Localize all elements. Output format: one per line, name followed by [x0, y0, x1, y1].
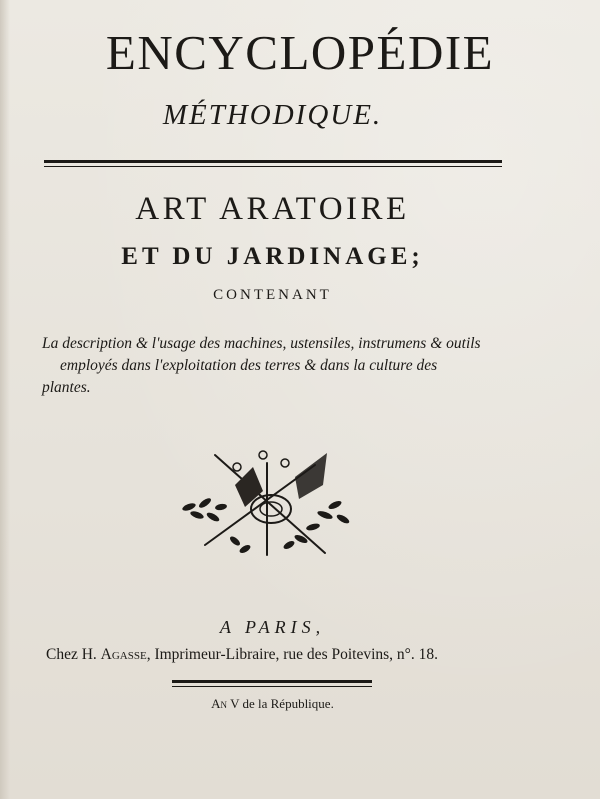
imprint-printer — [46, 646, 506, 664]
section-title-2: ET DU JARDINAGE; — [121, 243, 424, 270]
printer-name: Agasse — [100, 646, 147, 663]
year-prefix: An — [211, 696, 228, 711]
printer-suffix: , Imprimeur-Libraire, rue des Poitevins, n°. 18. — [146, 646, 438, 663]
trophy-ornament-icon — [175, 445, 355, 563]
bottom-rule-thick — [172, 680, 372, 683]
description-block — [42, 333, 512, 399]
description-line-3: plantes. — [42, 379, 91, 396]
printer-prefix: Chez H. — [46, 646, 101, 663]
top-rule-thick — [44, 160, 502, 163]
imprint-place: A PARIS, — [219, 617, 326, 637]
contenant-label: CONTENANT — [213, 287, 332, 303]
section-title: ART ARATOIRE — [135, 191, 410, 227]
bottom-rule-thin — [172, 686, 372, 687]
top-rule-thin — [44, 166, 502, 167]
main-title: ENCYCLOPÉDIE — [105, 25, 495, 80]
description-line-2: employés dans l'exploitation des terres & dans la culture des — [60, 357, 438, 374]
description-line-1: La description & l'usage des machines, ustensiles, instrumens & outils — [42, 335, 481, 352]
year-rest: V de la République. — [227, 696, 334, 711]
imprint-year — [0, 696, 545, 712]
subtitle: MÉTHODIQUE. — [162, 99, 383, 131]
